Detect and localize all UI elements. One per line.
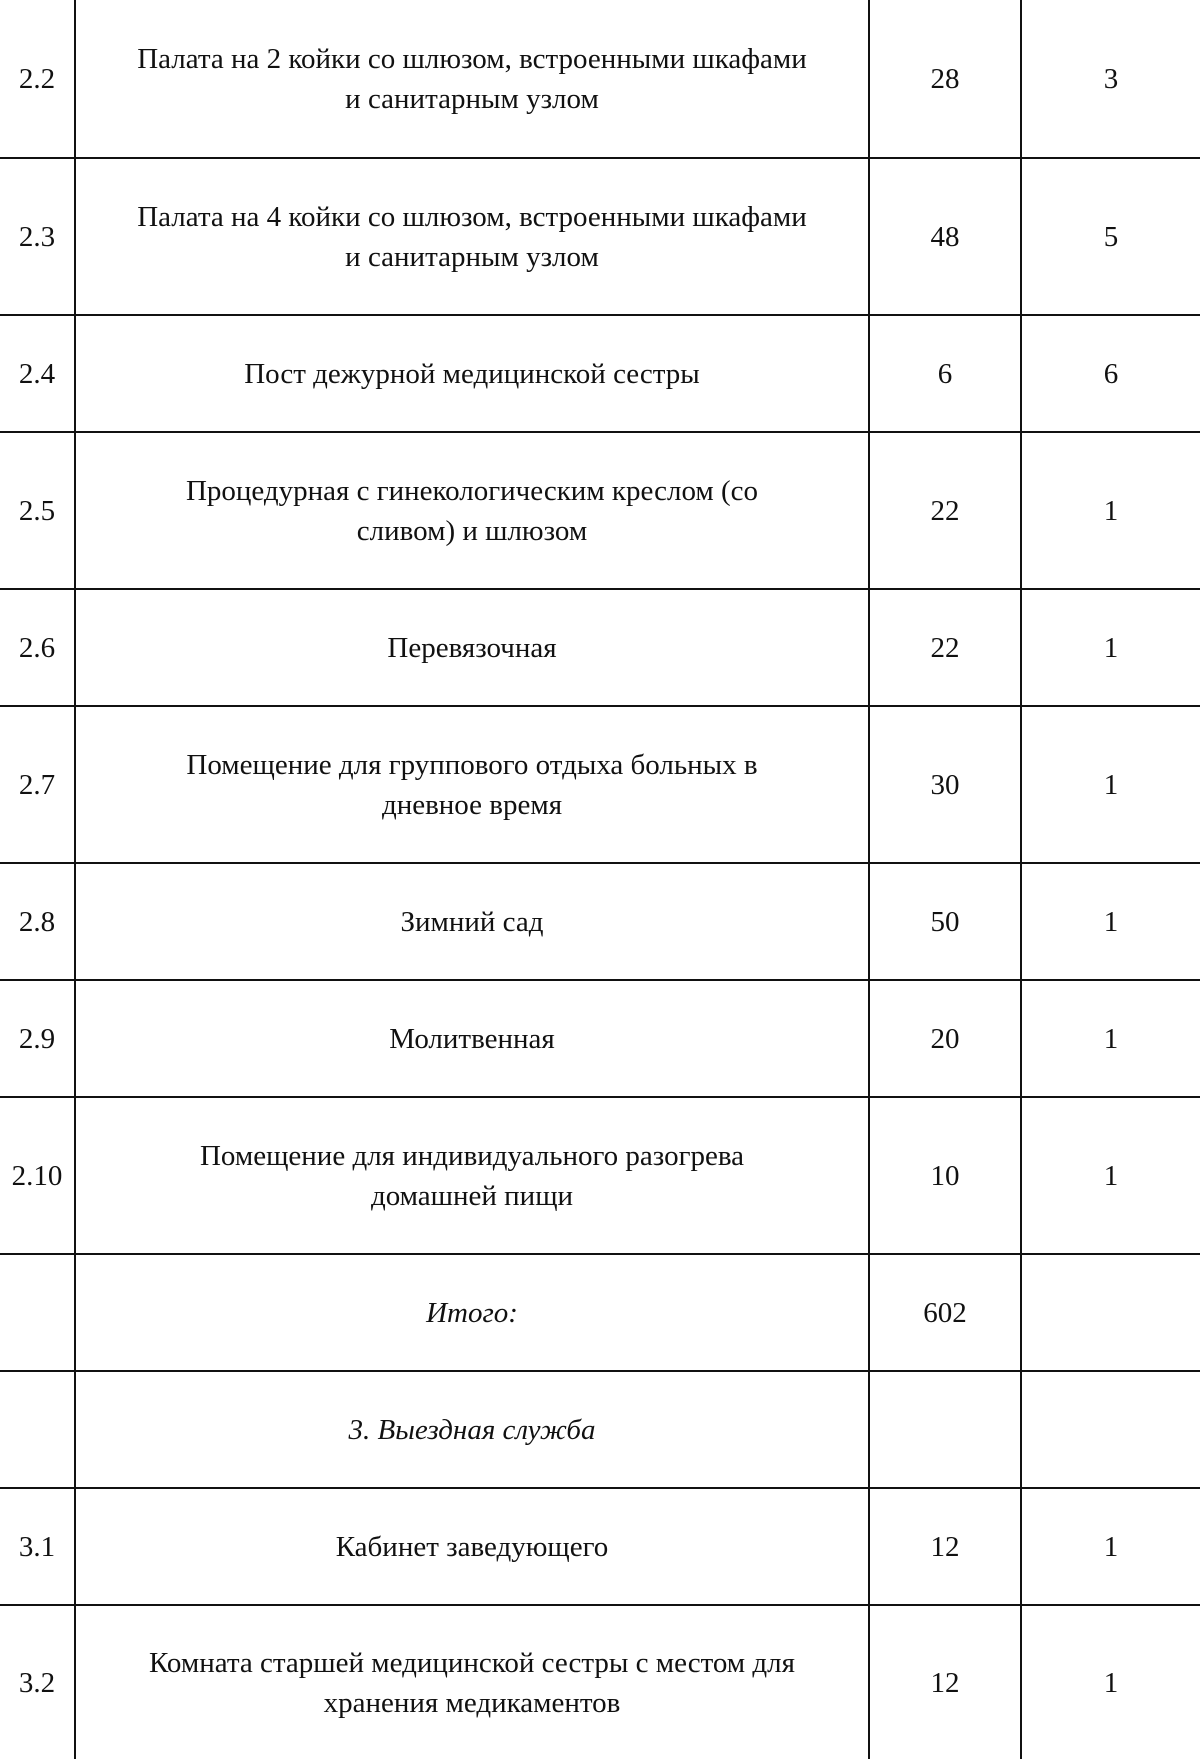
room-area: 20 [869, 980, 1021, 1097]
total-label: Итого: [75, 1254, 869, 1371]
room-name: Кабинет заведующего [75, 1488, 869, 1605]
table-row [0, 1605, 1200, 1759]
room-name: Перевязочная [75, 589, 869, 706]
room-name: Процедурная с гинекологическим креслом (со сливом) и шлюзом [75, 432, 869, 589]
room-name: Пост дежурной медицинской сестры [75, 315, 869, 432]
row-number: 2.2 [0, 0, 75, 158]
table-row [0, 589, 1200, 706]
room-name: Зимний сад [75, 863, 869, 980]
room-area: 12 [869, 1488, 1021, 1605]
room-name: Палата на 4 койки со шлюзом, встроенными шкафами и санитарным узлом [75, 158, 869, 315]
table-row [0, 980, 1200, 1097]
room-name: Помещение для группового отдыха больных в дневное время [75, 706, 869, 863]
room-quantity: 1 [1021, 863, 1200, 980]
total-area: 602 [869, 1254, 1021, 1371]
row-number: 3.1 [0, 1488, 75, 1605]
room-quantity: 1 [1021, 432, 1200, 589]
room-quantity: 5 [1021, 158, 1200, 315]
room-area: 12 [869, 1605, 1021, 1759]
row-number: 2.5 [0, 432, 75, 589]
room-area [869, 1371, 1021, 1488]
table-row [0, 706, 1200, 863]
room-quantity: 1 [1021, 980, 1200, 1097]
row-number [0, 1254, 75, 1371]
room-quantity: 1 [1021, 589, 1200, 706]
room-area: 30 [869, 706, 1021, 863]
room-area: 48 [869, 158, 1021, 315]
table-row [0, 1097, 1200, 1254]
table-row [0, 158, 1200, 315]
table-row-section [0, 1371, 1200, 1488]
table-row-total [0, 1254, 1200, 1371]
room-quantity: 1 [1021, 1488, 1200, 1605]
room-quantity: 1 [1021, 706, 1200, 863]
room-quantity [1021, 1371, 1200, 1488]
room-quantity: 6 [1021, 315, 1200, 432]
room-name: Палата на 2 койки со шлюзом, встроенными шкафами и санитарным узлом [75, 0, 869, 158]
room-area: 10 [869, 1097, 1021, 1254]
row-number: 2.4 [0, 315, 75, 432]
room-name: Молитвенная [75, 980, 869, 1097]
room-area: 6 [869, 315, 1021, 432]
room-quantity [1021, 1254, 1200, 1371]
row-number: 3.2 [0, 1605, 75, 1759]
room-area: 50 [869, 863, 1021, 980]
row-number: 2.7 [0, 706, 75, 863]
row-number: 2.6 [0, 589, 75, 706]
room-area: 28 [869, 0, 1021, 158]
row-number: 2.3 [0, 158, 75, 315]
row-number: 2.8 [0, 863, 75, 980]
room-area: 22 [869, 589, 1021, 706]
table-row [0, 1488, 1200, 1605]
row-number [0, 1371, 75, 1488]
row-number: 2.10 [0, 1097, 75, 1254]
room-name: Комната старшей медицинской сестры с местом для хранения медикаментов [75, 1605, 869, 1759]
room-quantity: 1 [1021, 1605, 1200, 1759]
table-row [0, 0, 1200, 158]
row-number: 2.9 [0, 980, 75, 1097]
room-area: 22 [869, 432, 1021, 589]
room-quantity: 1 [1021, 1097, 1200, 1254]
section-heading: 3. Выездная служба [75, 1371, 869, 1488]
room-quantity: 3 [1021, 0, 1200, 158]
table-row [0, 315, 1200, 432]
table-row [0, 432, 1200, 589]
room-name: Помещение для индивидуального разогрева домашней пищи [75, 1097, 869, 1254]
table-row [0, 863, 1200, 980]
